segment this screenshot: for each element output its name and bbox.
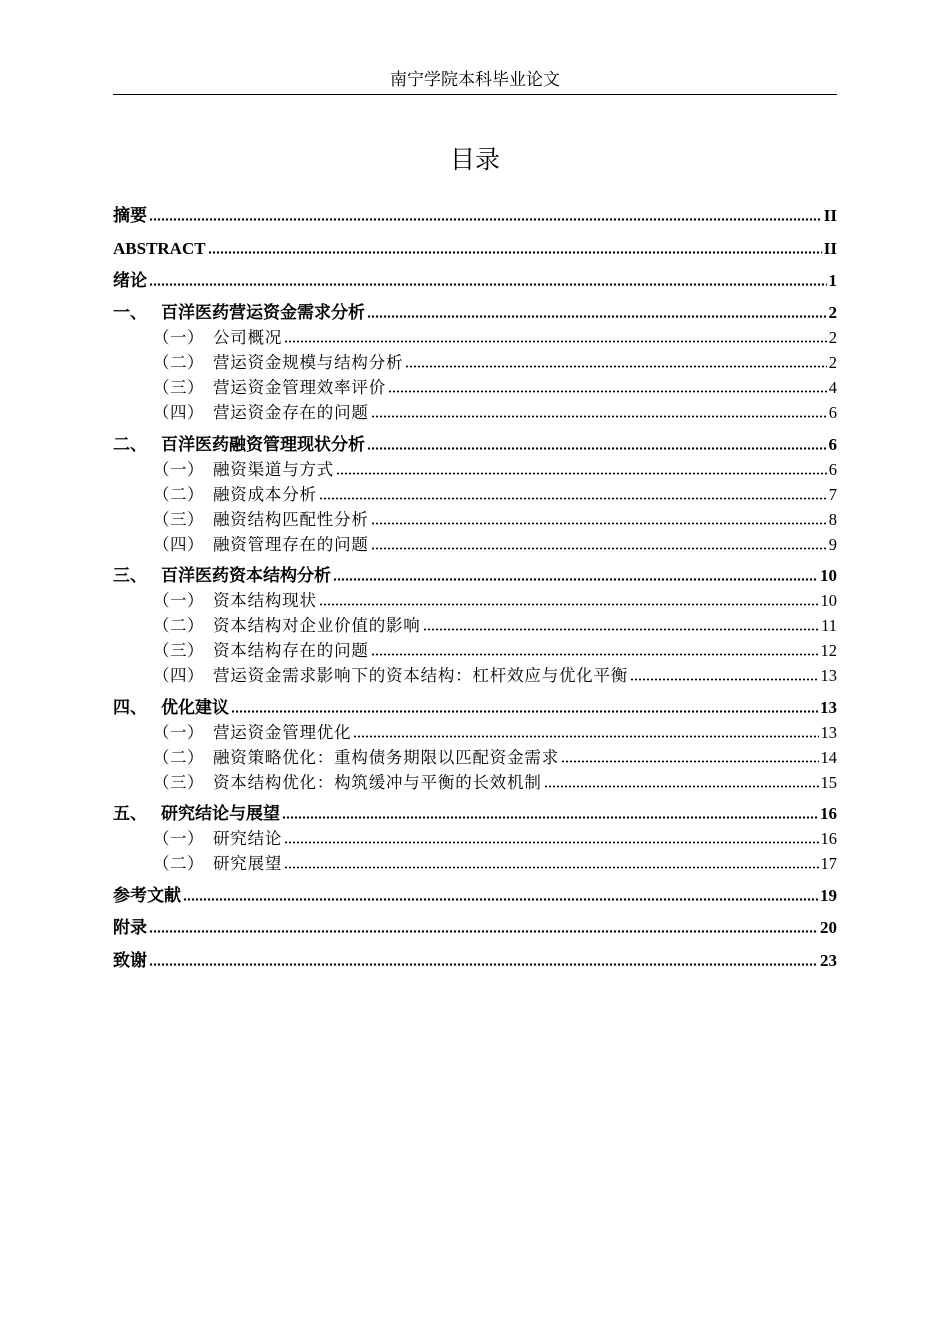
toc-entry[interactable] [113,943,837,971]
toc-entry[interactable] [113,796,837,824]
toc-entry-number: （四） [153,666,204,685]
header-title: 南宁学院本科毕业论文 [390,70,560,89]
toc-entry[interactable] [113,690,837,718]
toc-entry-page: 15 [820,773,837,792]
toc-dot-leader [367,315,827,318]
toc-entry-page: 19 [820,886,837,905]
toc-entry-label: 公司概况 [213,328,283,347]
toc-entry-page: 4 [828,378,837,397]
toc-entry-label: 研究结论与展望 [161,804,280,823]
toc-entry[interactable] [113,263,837,291]
toc-entry-number: （一） [153,829,204,848]
toc-entry-page: 6 [828,460,837,479]
toc-entry-label: 营运资金管理优化 [213,723,352,742]
toc-dot-leader [149,963,818,966]
toc-dot-leader [149,930,818,933]
toc-entry-page: 1 [828,271,837,290]
toc-dot-leader [284,340,827,343]
toc-entry[interactable] [113,398,837,423]
toc-entry-number: （二） [153,854,204,873]
toc-entry[interactable] [113,849,837,874]
toc-entry-label: 营运资金需求影响下的资本结构：杠杆效应与优化平衡 [213,666,629,685]
toc-entry[interactable] [113,427,837,455]
toc-dot-leader [319,603,819,606]
toc-entry-page: 2 [828,303,837,322]
toc-entry-page: 2 [828,353,837,372]
toc-entry-page: 13 [820,723,837,742]
toc-entry-number: 一、 [113,303,147,322]
toc-entry-label: 营运资金存在的问题 [213,403,369,422]
toc-dot-leader [544,785,819,788]
toc-entry-number: （一） [153,723,204,742]
toc-entry-label: 附录 [113,918,147,937]
toc-entry[interactable] [113,530,837,555]
toc-entry-page: 12 [820,641,837,660]
toc-entry[interactable] [113,505,837,530]
toc-entry-number: （四） [153,535,204,554]
toc-entry[interactable] [113,718,837,743]
toc-entry-page: 13 [820,666,837,685]
toc-entry-page: 16 [820,829,837,848]
page-header [113,66,837,95]
toc-dot-leader [630,678,818,681]
toc-entry-label: 融资结构匹配性分析 [213,510,369,529]
toc-entry-number: （一） [153,460,204,479]
toc-entry-page: 14 [820,748,837,767]
toc-dot-leader [149,218,822,221]
toc-entry-number: （三） [153,510,204,529]
toc-entry-number: 三、 [113,566,147,585]
toc-dot-leader [371,547,827,550]
toc-dot-leader [282,816,818,819]
toc-entry-page: 10 [820,591,837,610]
toc-dot-leader [423,628,820,631]
toc-entry-number: （二） [153,748,204,767]
toc-entry-number: 五、 [113,804,147,823]
toc-entry-page: 9 [828,535,837,554]
toc-entry-label: 资本结构优化：构筑缓冲与平衡的长效机制 [213,773,542,792]
toc-dot-leader [149,283,827,286]
toc-entry-label: 营运资金规模与结构分析 [213,353,404,372]
toc-entry[interactable] [113,910,837,938]
toc-entry-page: 13 [820,698,837,717]
toc-entry-page: II [823,239,837,258]
toc-entry[interactable] [113,323,837,348]
toc-dot-leader [284,866,818,869]
toc-entry-number: （一） [153,591,204,610]
toc-entry[interactable] [113,768,837,793]
toc-dot-leader [353,735,818,738]
toc-entry-page: 11 [821,616,837,635]
toc-dot-leader [367,447,827,450]
toc-dot-leader [183,898,818,901]
toc-dot-leader [371,653,819,656]
toc-entry-page: 2 [828,328,837,347]
toc-entry-page: 17 [820,854,837,873]
toc-dot-leader [371,522,827,525]
toc-entry[interactable] [113,455,837,480]
toc-entry[interactable] [113,348,837,373]
toc-entry-label: 融资渠道与方式 [213,460,335,479]
toc-entry-number: （三） [153,773,204,792]
toc-entry[interactable] [113,661,837,686]
toc-entry-label: 资本结构存在的问题 [213,641,369,660]
toc-entry-label: 优化建议 [161,698,229,717]
toc-dot-leader [371,415,827,418]
toc-entry-label: 致谢 [113,951,147,970]
toc-entry-number: （二） [153,485,204,504]
toc-entry-label: 融资策略优化：重构债务期限以匹配资金需求 [213,748,559,767]
toc-entry-number: （一） [153,328,204,347]
toc-dot-leader [405,365,826,368]
toc-entry[interactable] [113,824,837,849]
toc-entry-number: 二、 [113,435,147,454]
toc-entry[interactable] [113,198,837,226]
toc-entry-label: 融资成本分析 [213,485,317,504]
toc-entry[interactable] [113,878,837,906]
toc-dot-leader [208,251,822,254]
toc-title: 目录 [449,147,500,174]
toc-entry[interactable] [113,558,837,586]
toc-entry-number: （四） [153,403,204,422]
toc-entry-page: 7 [828,485,837,504]
toc-entry-label: ABSTRACT [113,239,206,258]
toc-entry-number: （三） [153,378,204,397]
toc-entry[interactable] [113,586,837,611]
toc-entry-label: 百洋医药营运资金需求分析 [161,303,365,322]
toc-entry-number: （二） [153,353,204,372]
toc-dot-leader [231,710,818,713]
toc-entry-label: 参考文献 [113,886,181,905]
toc-entry[interactable] [113,636,837,661]
toc-entry-label: 研究展望 [213,854,283,873]
toc-entry-label: 营运资金管理效率评价 [213,378,386,397]
toc-entry[interactable] [113,611,837,636]
toc-dot-leader [284,841,818,844]
toc-entry-page: 6 [828,403,837,422]
toc-entry-label: 资本结构对企业价值的影响 [213,616,421,635]
toc-dot-leader [333,578,818,581]
toc-entry-number: （二） [153,616,204,635]
toc-entry[interactable] [113,480,837,505]
toc-dot-leader [388,390,827,393]
toc-entry-page: 8 [828,510,837,529]
toc-entry-page: 20 [820,918,837,937]
toc-entry-label: 研究结论 [213,829,283,848]
toc-entry[interactable] [113,295,837,323]
toc-entry-page: 6 [828,435,837,454]
toc-entry-label: 百洋医药资本结构分析 [161,566,331,585]
toc-entry-label: 资本结构现状 [213,591,317,610]
toc-entry-page: 10 [820,566,837,585]
toc-entry-label: 百洋医药融资管理现状分析 [161,435,365,454]
toc-entry[interactable] [113,743,837,768]
toc-entry-number: （三） [153,641,204,660]
toc-entry-page: II [823,206,837,225]
toc-dot-leader [561,760,819,763]
toc-entry[interactable] [113,231,837,259]
toc-entry-page: 23 [820,951,837,970]
toc-dot-leader [336,472,827,475]
toc-entry-number: 四、 [113,698,147,717]
toc-entry-label: 绪论 [113,271,147,290]
toc-dot-leader [319,497,827,500]
toc-entry-label: 融资管理存在的问题 [213,535,369,554]
toc-entry-label: 摘要 [113,206,147,225]
toc-entry[interactable] [113,373,837,398]
toc-entry-page: 16 [820,804,837,823]
